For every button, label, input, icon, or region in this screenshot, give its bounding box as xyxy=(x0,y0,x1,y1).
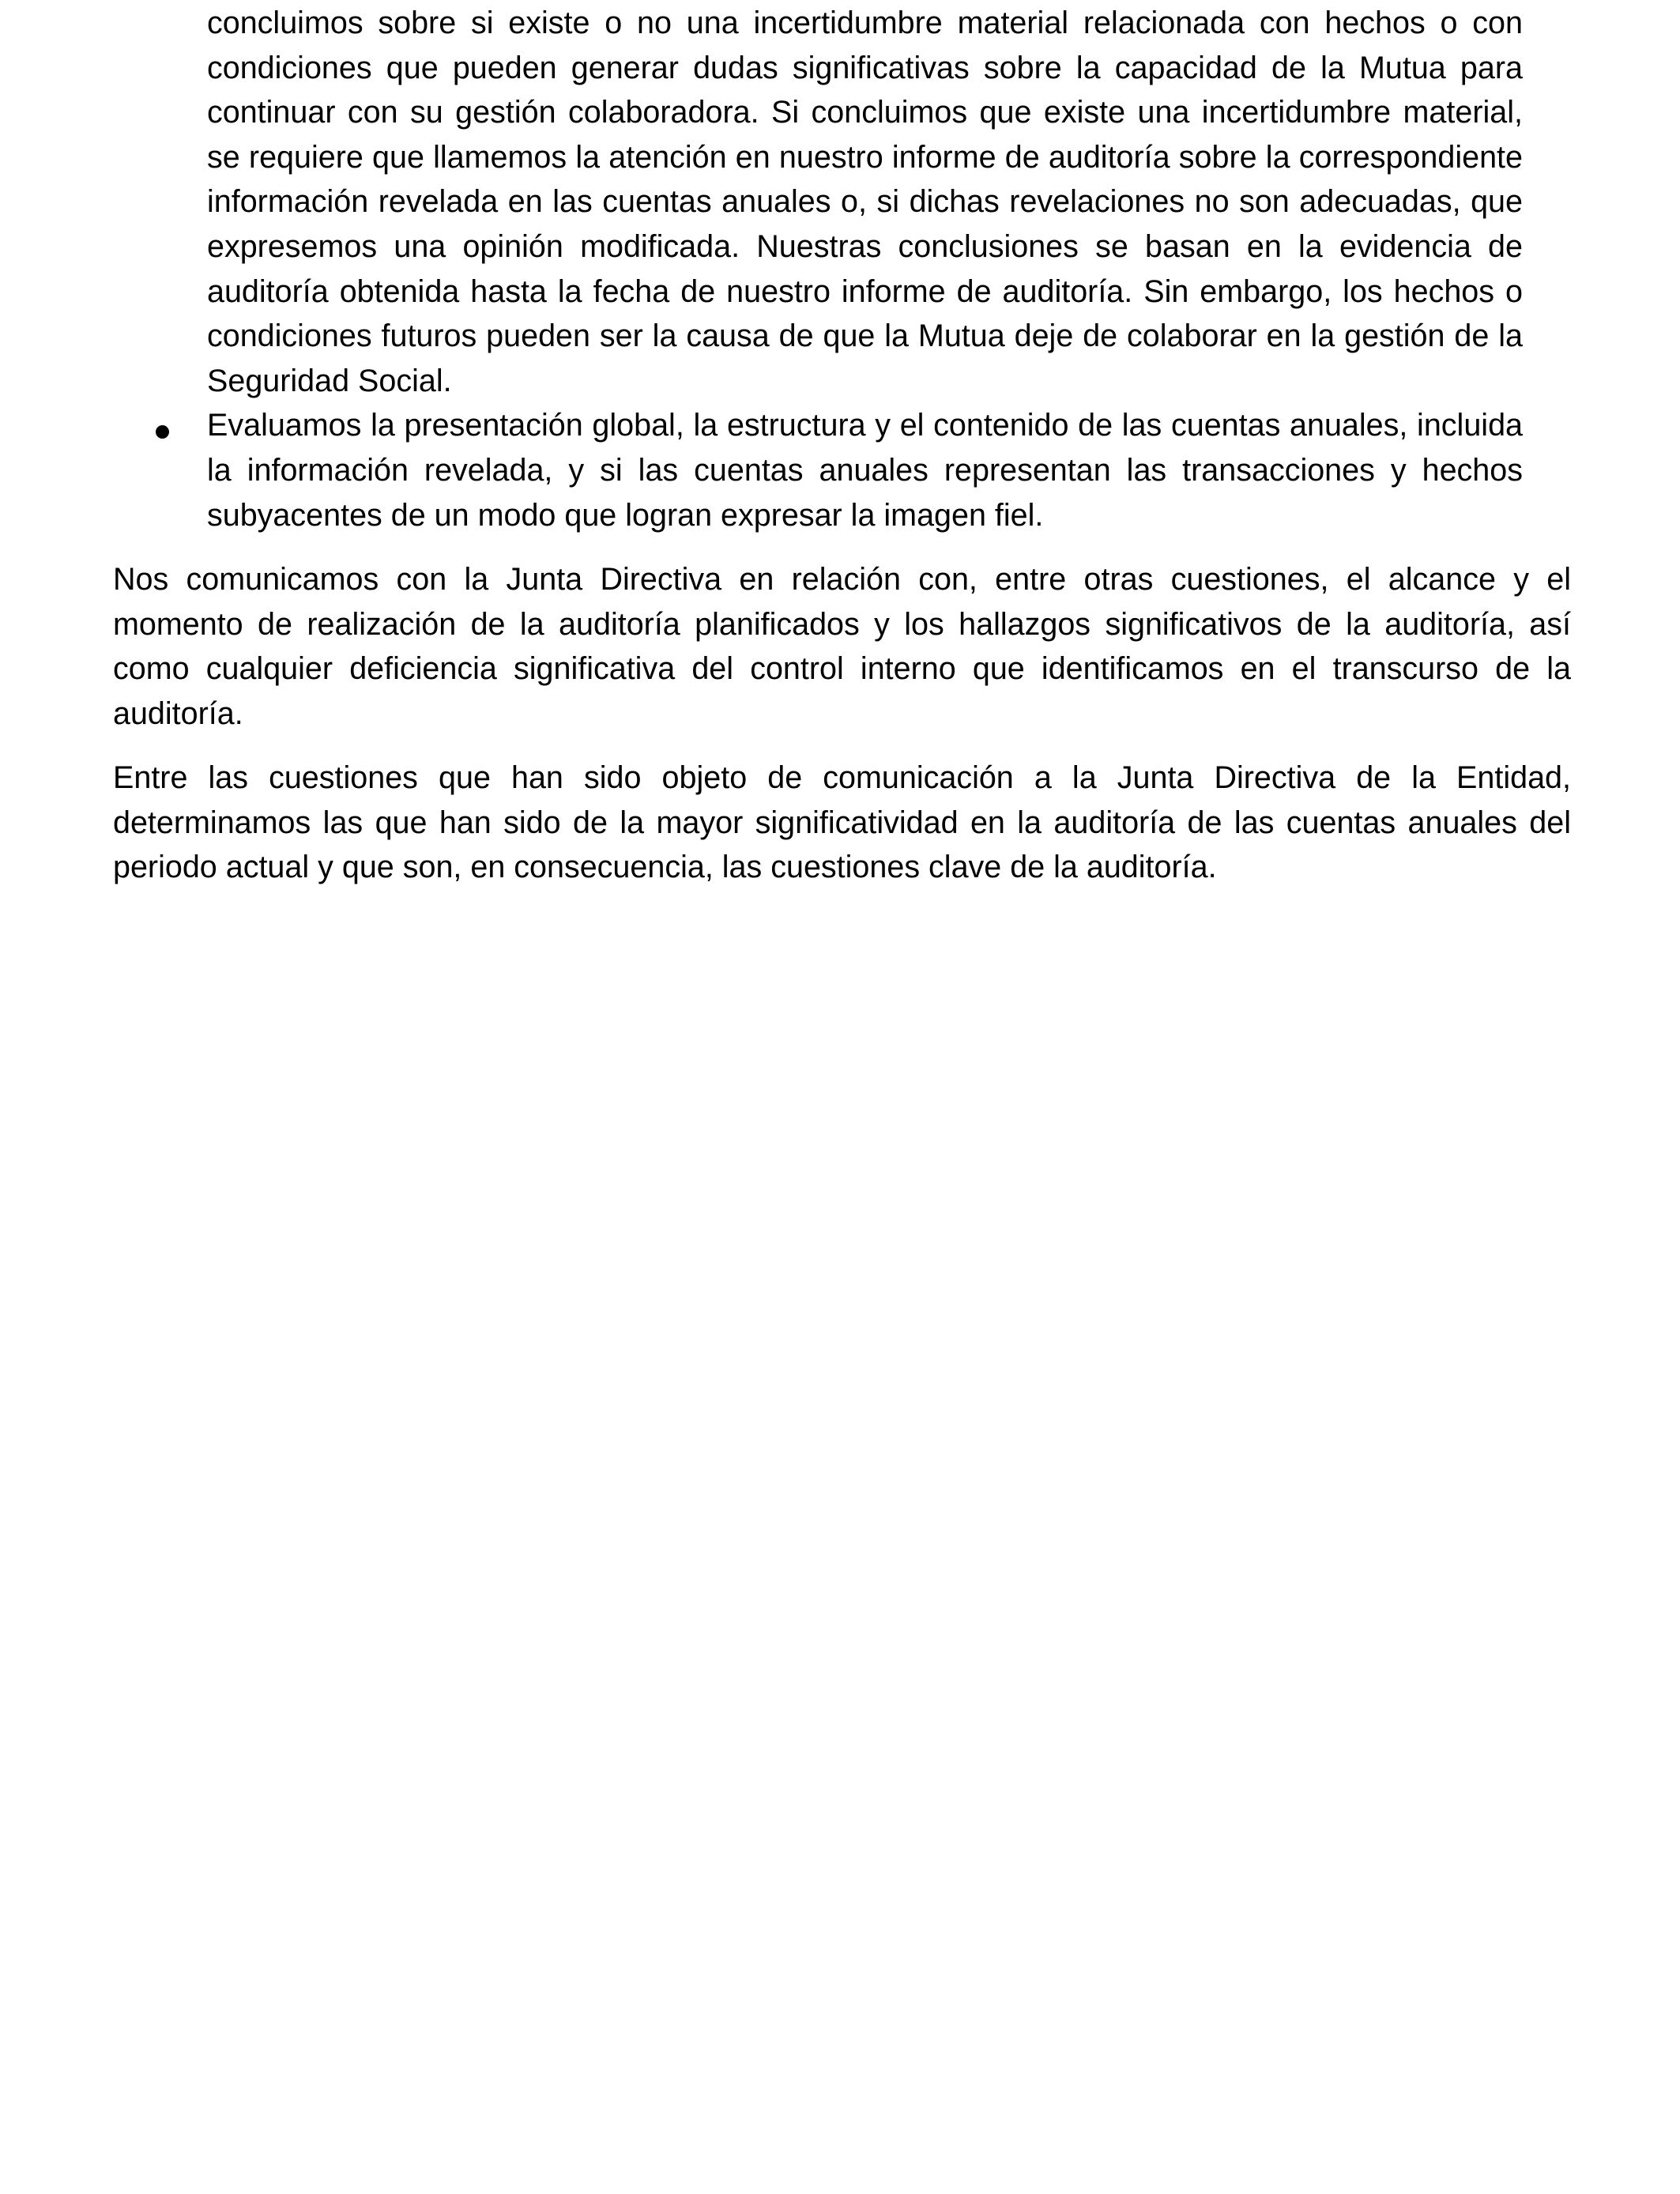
bullet-icon xyxy=(156,425,169,439)
paragraph: Nos comunicamos con la Junta Directiva en relación con, entre otras cuestiones, el alcance y el momento de realización de la auditoría planificados y los hallazgos significativos de la auditoría, así como cualquier deficiencia significativa del control interno que identificamos en el transcurso de la auditoría. xyxy=(113,562,1571,731)
list-item-text: concluimos sobre si existe o no una incertidumbre material relacionada con hechos o con condiciones que pueden generar dudas significativas sobre la capacidad de la Mutua para continuar con su gestión colaboradora. Si concluimos que existe una incertidumbre material, se requiere que llamemos la atención en nuestro informe de auditoría sobre la correspondiente información revelada en las cuentas anuales o, si dichas revelaciones no son adecuadas, que expresemos una opinión modificada. Nuestras conclusiones se basan en la evidencia de auditoría obtenida hasta la fecha de nuestro informe de auditoría. Sin embargo, los hechos o condiciones futuros pueden ser la causa de que la Mutua deje de colaborar en la gestión de la Seguridad Social. xyxy=(207,6,1523,398)
list-item-text: Evaluamos la presentación global, la estructura y el contenido de las cuentas anuales, incluida la información revelada, y si las cuentas anuales representan las transacciones y hechos subyacentes de un modo que logran expresar la imagen fiel. xyxy=(207,408,1523,533)
list-item xyxy=(207,403,1523,537)
paragraph: Entre las cuestiones que han sido objeto de comunicación a la Junta Directiva de la Entidad, determinamos las que han sido de la mayor significatividad en la auditoría de las cuentas anuales del periodo actual y que son, en consecuencia, las cuestiones clave de la auditoría. xyxy=(113,760,1571,885)
list-item-continuation xyxy=(207,1,1523,403)
bullet-list xyxy=(207,1,1523,537)
